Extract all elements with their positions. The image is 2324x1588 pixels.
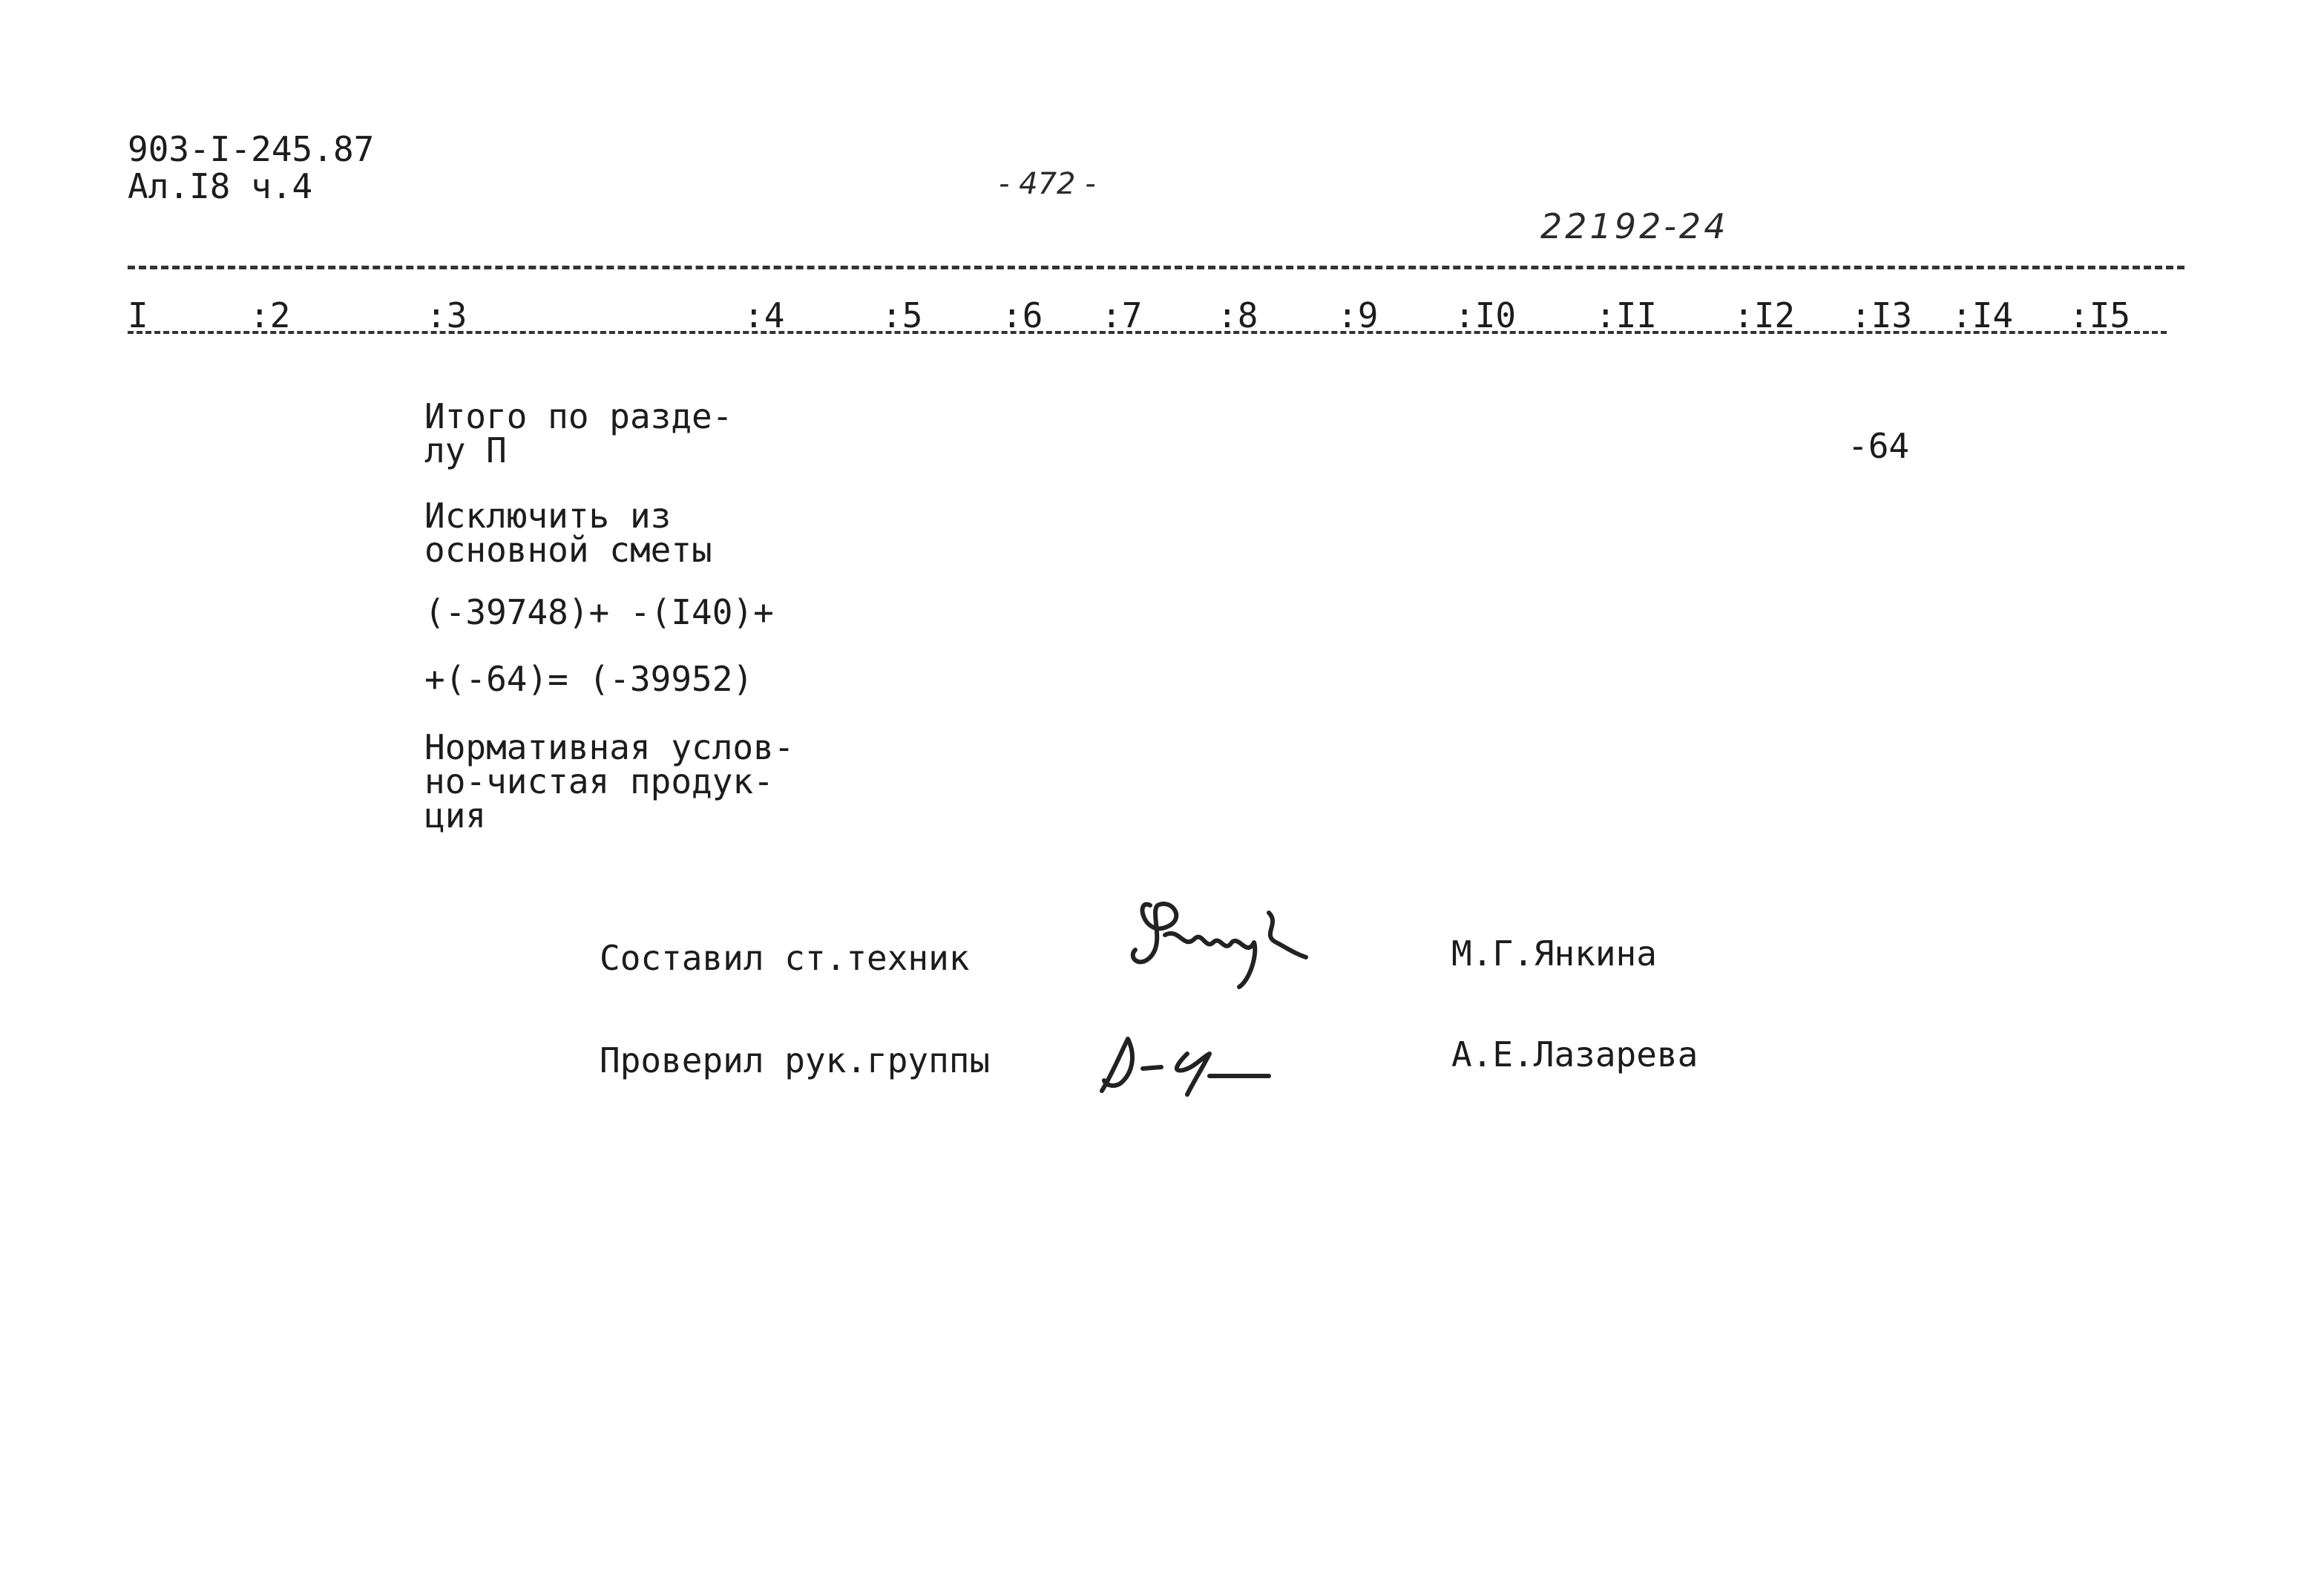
column-label: :6 [1002, 295, 1043, 335]
row-text: Нормативная услов- [424, 727, 795, 767]
compiled-by-name: М.Г.Янкина [1451, 934, 1657, 974]
row-text: лу П [424, 430, 507, 470]
row-formula-2 [424, 659, 754, 699]
column-label: :I3 [1851, 295, 1913, 335]
row-exclude [424, 496, 712, 570]
column-label: :5 [882, 295, 923, 335]
signature-compiled [1120, 883, 1321, 994]
checked-by-label: Проверил рук.группы [600, 1040, 991, 1080]
column-label: :4 [744, 295, 785, 335]
column-label: :7 [1101, 295, 1143, 335]
row-text: Исключить из [424, 496, 672, 536]
row-text: (-39748)+ -(I40)+ [424, 592, 774, 632]
column-label: :I5 [2069, 295, 2131, 335]
column-label: :3 [426, 295, 467, 335]
sheet-reference: Ал.I8 ч.4 [128, 166, 313, 206]
document-code: 903-I-245.87 [128, 129, 375, 169]
column-label: I [128, 295, 148, 335]
page-number: - 472 - [999, 167, 1096, 201]
checked-by-name: А.Е.Лазарева [1451, 1034, 1698, 1074]
total-section-value: -64 [1848, 426, 1910, 466]
column-label: :9 [1337, 295, 1379, 335]
row-total-section [424, 396, 733, 470]
header-top-rule [128, 266, 2185, 269]
column-label: :2 [249, 295, 291, 335]
row-formula-1 [424, 592, 774, 632]
column-label: :I2 [1733, 295, 1796, 335]
archive-number: 22192-24 [1540, 206, 1729, 246]
column-label: :8 [1217, 295, 1258, 335]
column-label: :I4 [1952, 295, 2014, 335]
signature-checked [1091, 1031, 1284, 1098]
row-text: +(-64)= (-39952) [424, 659, 754, 699]
row-text: но-чистая продук- [424, 761, 774, 801]
row-normative [424, 727, 795, 836]
row-text: основной сметы [424, 530, 712, 570]
row-text: Итого по разде- [424, 396, 733, 436]
compiled-by-label: Составил ст.техник [600, 938, 970, 978]
column-label: :I0 [1454, 295, 1517, 335]
row-text: ция [424, 795, 487, 836]
column-label: :II [1595, 295, 1658, 335]
